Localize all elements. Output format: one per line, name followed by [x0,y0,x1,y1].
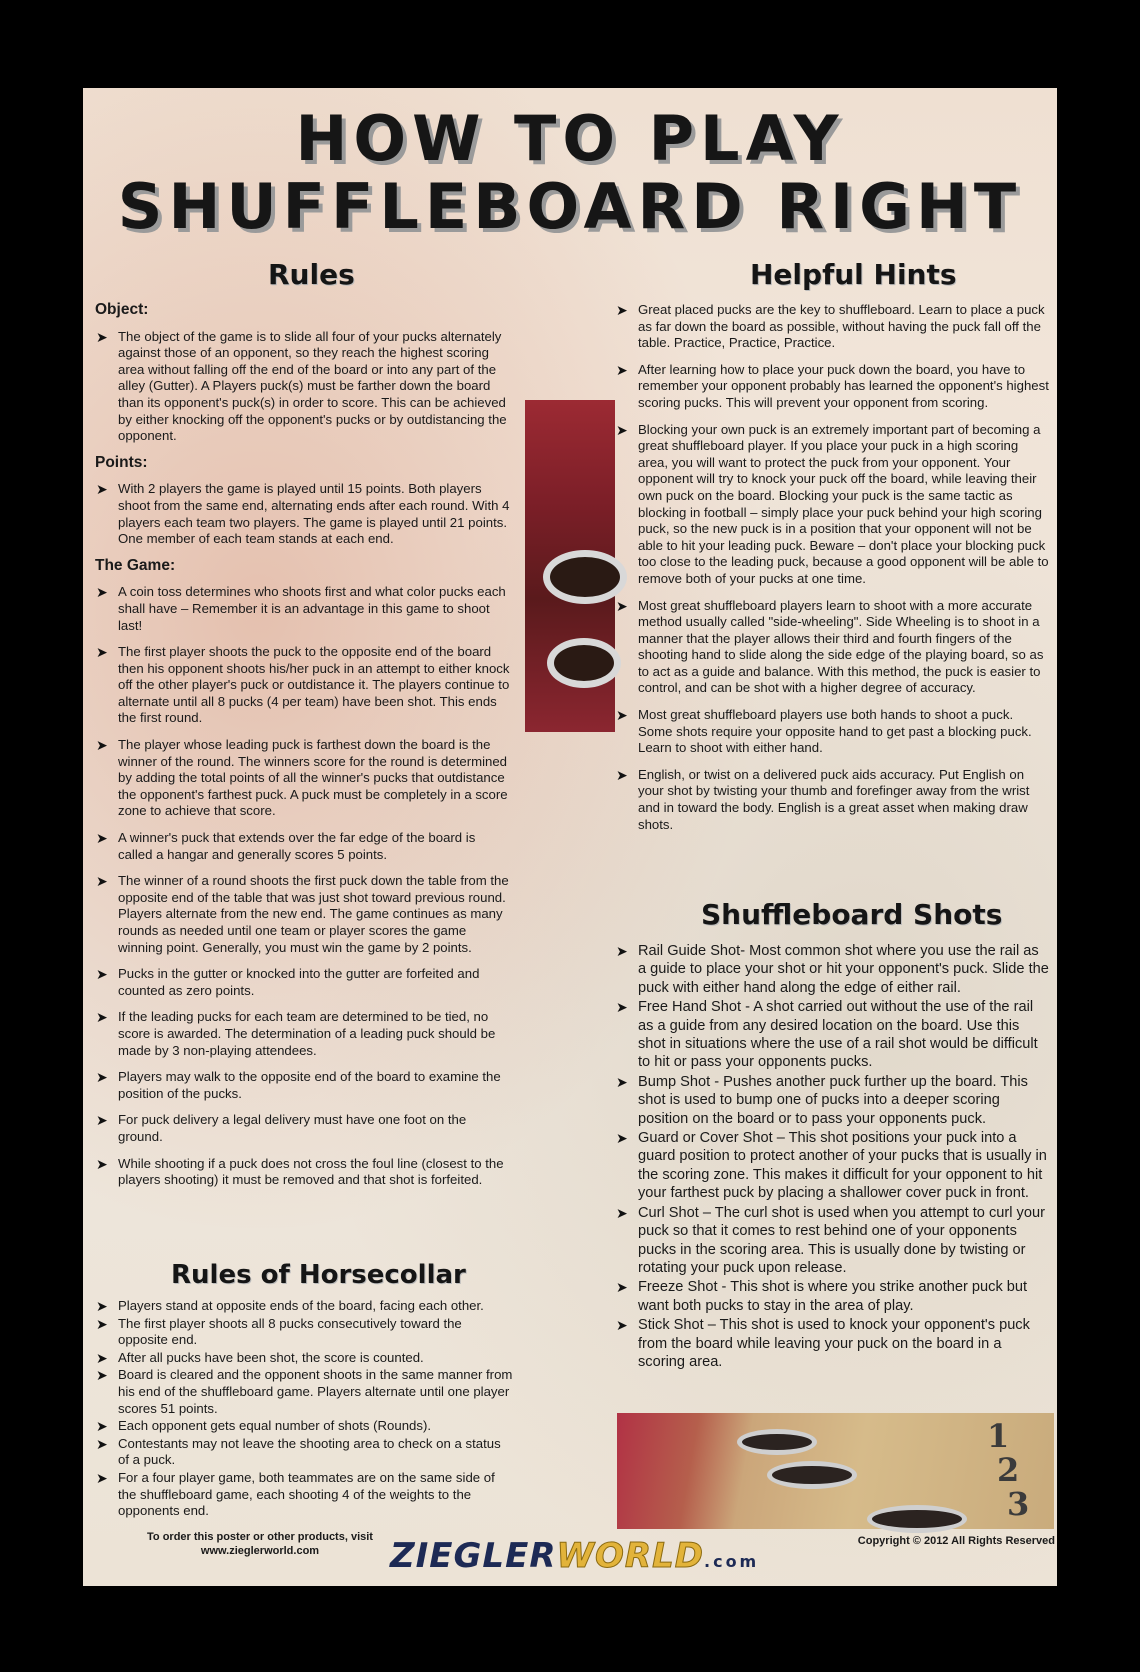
list-item: ➤ Free Hand Shot - A shot carried out without the use of the rail as a guide from any desired location on the board. Use this shot in situations where the use of a rail shot would be difficult to hit or pass your opponents pucks. [616,999,1038,1071]
hints-column [615,302,1049,843]
order-info [105,1530,415,1558]
list-item: ➤ A winner's puck that extends over the far edge of the board is called a hangar and generally scores 5 points. [96,830,476,862]
list-item: ➤ Contestants may not leave the shooting area to check on a status of a puck. [96,1435,501,1468]
points-label: Points: [95,453,148,471]
list-item: ➤ Rail Guide Shot- Most common shot where you use the rail as a guide to place your shot or hit your opponent's puck. Slide the puck with either hand along the edge of either rail. [616,943,1049,996]
list-item: ➤ The object of the game is to slide all four of your pucks alternately against those of an opponent, so they reach the highest scoring area without falling off the end of the board or into any part of the alley (Gutter). A Players puck(s) must be farther down the board than its opponent's puck(s) in order to score. This can be achieved by either knocking off the opponent's pucks or by outdistancing the opponent. [96,328,507,444]
list-item: ➤ Blocking your own puck is an extremely important part of becoming a great shuffleboard player. If you place your puck in a high scoring area, you will want to protect the puck from your opponent. Your opponent will try to knock your puck off the board, while leaving their own puck on the board. Blocking your puck is the same tactic as blocking in football – simply place your puck behind your high scoring puck, so the new puck is in a position that your opponent will not be able to hit your leading puck. Beware – don't place your blocking puck too close to the leading puck, because a good opponent will be able to remove both of your pucks at one time. [616,421,1049,586]
list-item: ➤ For puck delivery a legal delivery must have one foot on the ground. [96,1112,467,1144]
list-item: ➤ Great placed pucks are the key to shuffleboard. Learn to place a puck as far down the board as possible, without having the puck fall off the table. Practice, Practice, Practice. [616,302,1045,351]
shots-column [615,942,1049,1372]
list-item: ➤ Board is cleared and the opponent shoots in the same manner from his end of the shuffleboard game. Players alternate until one player scores 51 points. [96,1367,513,1416]
list-item: ➤ Stick Shot – This shot is used to knock your opponent's puck from the board while leaving your puck on the board in a scoring area. [616,1317,1030,1370]
list-item: ➤ Bump Shot - Pushes another puck further up the board. This shot is used to bump one of pucks into a deeper scoring position on the board or to pass your opponents puck. [616,1073,1028,1127]
list-item: ➤ The winner of a round shoots the first puck down the table from the opposite end of the table that was just shot toward previous round. Players alternate from the new end. The game continues as many rounds as needed until one team or player scores the game winning point. Generally, you must win the game by 2 points. [96,873,509,955]
list-item: ➤ While shooting if a puck does not cross the foul line (closest to the players shooting) it must be removed and that shot is forfeited. [96,1155,504,1188]
rules-column [95,302,513,1199]
list-item: ➤ The first player shoots all 8 pucks consecutively toward the opposite end. [96,1315,462,1348]
list-item: ➤ After all pucks have been shot, the score is counted. [96,1349,424,1366]
list-item: ➤ Players stand at opposite ends of the board, facing each other. [96,1298,484,1314]
board-number: 3 [1007,1485,1030,1523]
poster-title-line1: HOW TO PLAY [295,102,845,175]
horsecollar-heading: Rules of Horsecollar [171,1260,466,1290]
list-item: ➤ Players may walk to the opposite end of the board to examine the position of the pucks. [96,1069,501,1101]
list-item: ➤ Curl Shot – The curl shot is used when you attempt to curl your puck so that it comes to rest behind one of your opponents pucks in the scoring area. This is usually done by twisting or rotating your puck upon release. [616,1204,1045,1276]
list-item: ➤ The first player shoots the puck to the opposite end of the board then his opponent shoots his/her puck in an attempt to either knock off the other player's puck or outdistance it. The players continue to alternate until all 8 pucks (4 per team) have been shot. This ends the first round. [96,644,510,726]
list-item: ➤ With 2 players the game is played until 15 points. Both players shoot from the same end, alternating ends after each round. With 4 players each team two players. The game is played until 21 points. One member of each team stands at each end. [96,481,510,547]
list-item: ➤ Most great shuffleboard players use both hands to shoot a puck. Some shots require your opposite hand to get past a blocking puck. Learn to shoot with either hand. [616,707,1032,756]
game-label: The Game: [95,556,176,574]
hints-heading: Helpful Hints [750,258,957,291]
list-item: ➤ The player whose leading puck is farthest down the board is the winner of the round. The winners score for the round is determined by adding the total points of all the winner's pucks that outdistance the opponent's farthest puck. A puck must be completely in a score zone to achieve that score. [96,737,508,819]
list-item: ➤ For a four player game, both teammates are on the same side of the shuffleboard game, each shooting 4 of the weights to the opponents end. [96,1469,495,1519]
order-url[interactable]: www.zieglerworld.com [200,1545,320,1557]
copyright: Copyright © 2012 All Rights Reserved [857,1535,1055,1547]
list-item: ➤ If the leading pucks for each team are determined to be tied, no score is awarded. The determination of a leading puck should be made by 3 non-playing attendees. [96,1009,496,1058]
board-number: 2 [997,1451,1020,1489]
poster [83,88,1057,1586]
puck-photo [525,400,615,732]
board-number: 1 [987,1417,1010,1455]
list-item: ➤ Pucks in the gutter or knocked into the gutter are forfeited and counted as zero points. [96,966,480,998]
list-item: ➤ Each opponent gets equal number of shots (Rounds). [96,1418,432,1435]
list-item: ➤ Freeze Shot - This shot is where you strike another puck but want both pucks to stay in the area of play. [616,1279,1028,1314]
list-item: ➤ English, or twist on a delivered puck aids accuracy. Put English on your shot by twisting your thumb and forefinger away from the wrist and in toward the body. English is a great asset when making draw shots. [616,766,1030,832]
rules-heading: Rules [268,258,355,291]
list-item: ➤ Most great shuffleboard players learn to shoot with a more accurate method usually called "side-wheeling". Side Wheeling is to shoot in a manner that the player allows their third and fourth fingers of the shooting hand to slide along the side edge of the playing board, so as to act as a guide and balance. With this method, the puck is easier to control, and can be shot with a higher degree of accuracy. [616,597,1044,696]
object-label: Object: [95,301,149,318]
list-item: ➤ After learning how to place your puck down the board, you have to remember your opponent probably has learned the opponent's highest scoring pucks. This will prevent your opponent from scoring. [616,361,1049,410]
order-line: To order this poster or other products, visit [147,1531,373,1543]
zieglerworld-logo: ZIEGLERWORLD.com [390,1536,760,1576]
shots-heading: Shuffleboard Shots [701,898,1003,931]
scoring-board-photo [617,1413,1054,1529]
poster-title-line2: SHUFFLEBOARD RIGHT [117,170,1023,243]
list-item: ➤ A coin toss determines who shoots first and what color pucks each shall have – Remember it is an advantage in this game to shoot last! [96,584,506,633]
horsecollar-list [95,1298,513,1521]
list-item: ➤ Guard or Cover Shot – This shot positions your puck into a guard position to protect another of your pucks that is usually in the scoring zone. This makes it difficult for your opponent to hit your farthest puck by placing a shallower cover puck in front. [616,1130,1047,1202]
